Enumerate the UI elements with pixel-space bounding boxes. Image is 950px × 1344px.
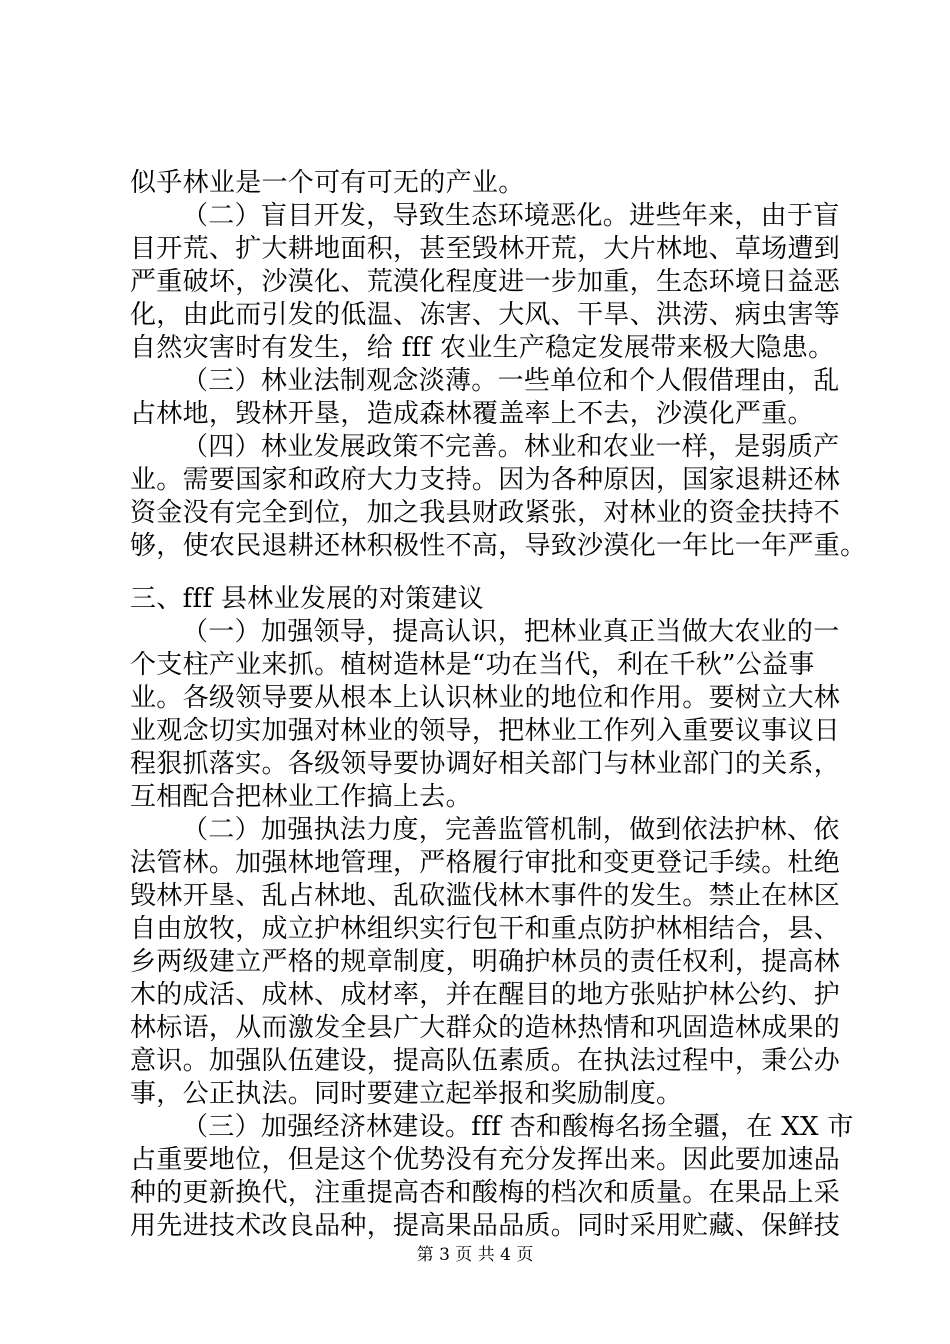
- paragraph-line: 似乎林业是一个可有可无的产业。: [130, 168, 525, 198]
- paragraph-line: 事，公正执法。同时要建立起举报和奖励制度。: [130, 1079, 683, 1109]
- paragraph-line: 占林地，毁林开垦，造成森林覆盖率上不去，沙漠化严重。: [130, 399, 814, 429]
- paragraph-line: （一）加强领导，提高认识，把林业真正当做大农业的一: [182, 617, 840, 647]
- section-heading: 三、fff 县林业发展的对策建议: [130, 584, 484, 614]
- paragraph-line: 目开荒、扩大耕地面积，甚至毁林开荒，大片林地、草场遭到: [130, 234, 841, 264]
- paragraph-line: 程狠抓落实。各级领导要协调好相关部门与林业部门的关系，: [130, 749, 841, 779]
- paragraph-line: （二）加强执法力度，完善监管机制，做到依法护林、依: [182, 815, 840, 845]
- paragraph-line: 资金没有完全到位，加之我县财政紧张，对林业的资金扶持不: [130, 498, 841, 528]
- paragraph-line: 法管林。加强林地管理，严格履行审批和变更登记手续。杜绝: [130, 848, 841, 878]
- paragraph-line: 业观念切实加强对林业的领导，把林业工作列入重要议事议日: [130, 716, 841, 746]
- paragraph-line: 乡两级建立严格的规章制度，明确护林员的责任权利，提高林: [130, 947, 841, 977]
- paragraph-line: （四）林业发展政策不完善。林业和农业一样，是弱质产: [182, 432, 840, 462]
- paragraph-line: （三）林业法制观念淡薄。一些单位和个人假借理由，乱: [182, 366, 840, 396]
- paragraph-line: 木的成活、成林、成材率，并在醒目的地方张贴护林公约、护: [130, 980, 841, 1010]
- paragraph-line: 占重要地位，但是这个优势没有充分发挥出来。因此要加速品: [130, 1145, 841, 1175]
- paragraph-line: （三）加强经济林建设。fff 杏和酸梅名扬全疆，在 XX 市: [182, 1112, 854, 1142]
- paragraph-line: 严重破坏，沙漠化、荒漠化程度进一步加重，生态环境日益恶: [130, 267, 841, 297]
- paragraph-line: 化，由此而引发的低温、冻害、大风、干旱、洪涝、病虫害等: [130, 300, 841, 330]
- paragraph-line: 够，使农民退耕还林积极性不高，导致沙漠化一年比一年严重。: [130, 531, 867, 561]
- paragraph-line: （二）盲目开发，导致生态环境恶化。进些年来，由于盲: [182, 201, 840, 231]
- paragraph-line: 个支柱产业来抓。植树造林是“功在当代，利在千秋”公益事: [130, 650, 815, 680]
- paragraph-line: 种的更新换代，注重提高杏和酸梅的档次和质量。在果品上采: [130, 1178, 841, 1208]
- paragraph-line: 用先进技术改良品种，提高果品品质。同时采用贮藏、保鲜技: [130, 1211, 841, 1241]
- paragraph-line: 自由放牧，成立护林组织实行包干和重点防护林相结合，县、: [130, 914, 841, 944]
- paragraph-line: 自然灾害时有发生，给 fff 农业生产稳定发展带来极大隐患。: [130, 333, 835, 363]
- paragraph-line: 业。各级领导要从根本上认识林业的地位和作用。要树立大林: [130, 683, 841, 713]
- paragraph-line: 林标语，从而激发全县广大群众的造林热情和巩固造林成果的: [130, 1013, 841, 1043]
- paragraph-line: 毁林开垦、乱占林地、乱砍滥伐林木事件的发生。禁止在林区: [130, 881, 841, 911]
- page-number-footer: 第 3 页 共 4 页: [416, 1245, 534, 1265]
- paragraph-line: 互相配合把林业工作搞上去。: [130, 782, 472, 812]
- paragraph-line: 业。需要国家和政府大力支持。因为各种原因，国家退耕还林: [130, 465, 841, 495]
- paragraph-line: 意识。加强队伍建设，提高队伍素质。在执法过程中，秉公办: [130, 1046, 841, 1076]
